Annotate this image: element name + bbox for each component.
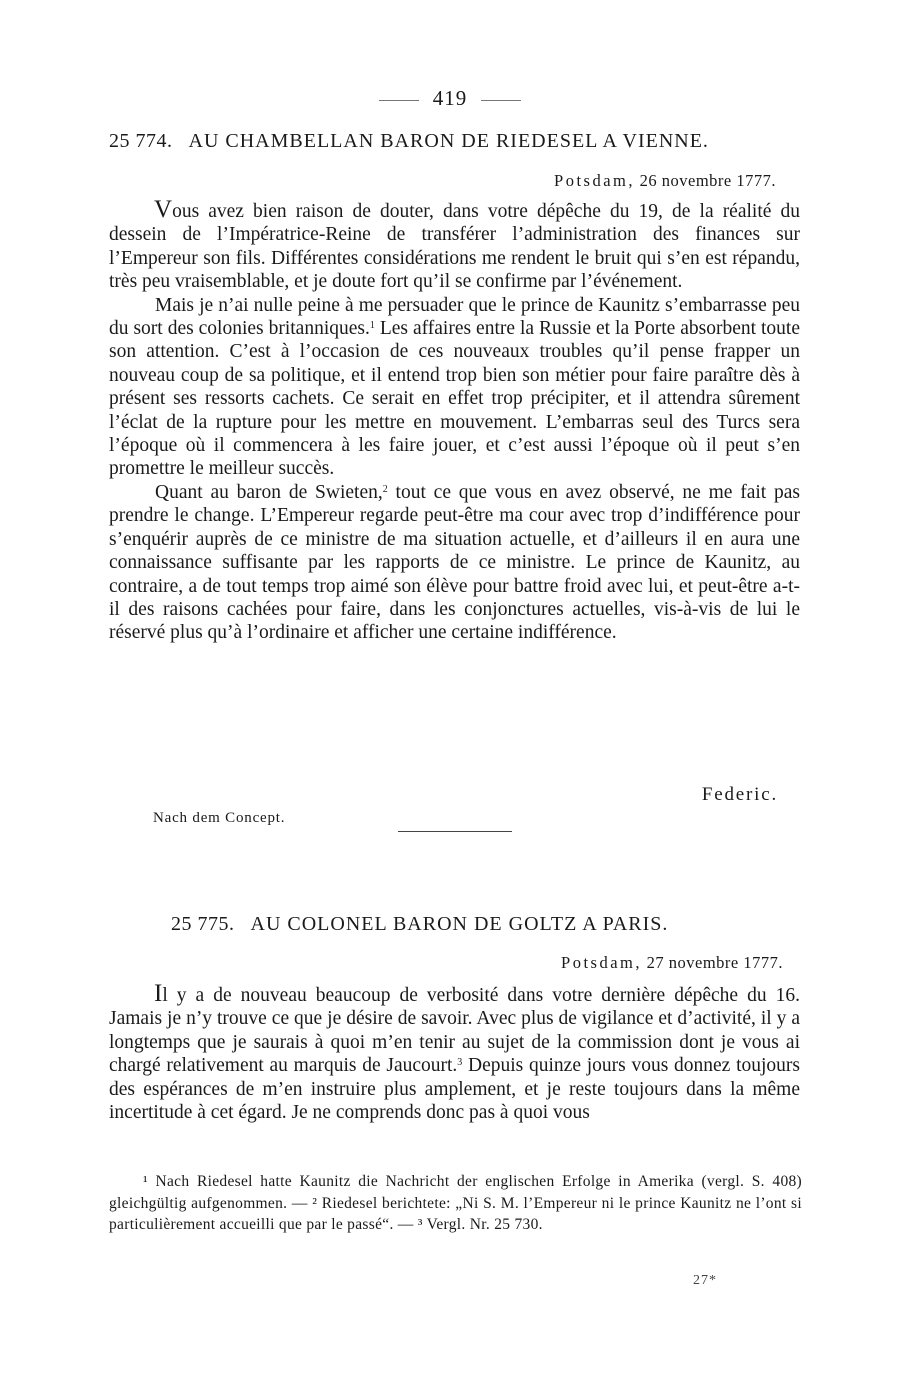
footnotes [109, 1171, 802, 1236]
initial-letter: I [154, 980, 163, 1007]
signature-mark: 27* [693, 1273, 717, 1288]
letter-dateline [554, 171, 776, 191]
letter-heading [171, 913, 668, 936]
footnote-marker: 1 [369, 320, 375, 332]
footnote-marker: 3 [457, 1057, 463, 1069]
letter-number: 25 774. [109, 130, 173, 152]
letter-body [109, 196, 801, 645]
letter-dateline [561, 953, 783, 973]
paragraph [109, 294, 800, 481]
letter-heading [109, 130, 709, 153]
paragraph-text: Les affaires entre la Russie et la Porte absorbent toute son attention. C’est à l’occasion de ces nouveaux troubles qu’il pense frapper un nouveau coup de sa politique, et il entend trop bien son métier pour faire paraître dès à présent ses ressorts cachets. Ce serait en effet trop précipiter, et il attendra sûrement l’éclat de la rupture pour les mettre en mouvement. L’embarras seul des Turcs sera l’époque où il commencera à les faire jouer, et c’est aussi l’époque où il peut s’en promettre le meilleur succès. [109, 318, 801, 480]
letter-number: 25 775. [171, 913, 235, 935]
paragraph-text: tout ce que vous en avez observé, ne me fait pas prendre le change. L’Empereur regarde peut-être ma cour avec trop d’indifférence pour s’enquérir auprès de ce ministre de ma situation actuelle, et d’ailleurs il en aura une connaissance suffisante par les rapports de ce ministre. Le prince de Kaunitz, au contraire, a de tout temps trop aimé son élève pour battre froid avec lui, et peut-être a-t-il des raisons cachées pour faire, dans les conjonctures actuelles, vis-à-vis de lui le réservé plus qu’à l’ordinaire et afficher une certaine indifférence. [109, 481, 800, 644]
letter-title: AU CHAMBELLAN BARON DE RIEDESEL A VIENNE. [188, 130, 709, 152]
page-number-text: 419 [432, 86, 468, 110]
footnote-marker: 2 [382, 483, 388, 495]
paragraph [109, 980, 800, 1124]
initial-letter: V [154, 196, 173, 223]
paragraph-text: Quant au baron de Swieten, [155, 481, 383, 503]
rule-right [481, 100, 521, 101]
paragraph-text: Depuis quinze jours vous donnez toujours des espérances de m’en instruire plus amplement, et je reste toujours dans la même incertitude à cet égard. Je ne comprends donc pas à quoi vous [109, 1055, 800, 1124]
date-place: Potsdam, [561, 953, 643, 972]
signature: Federic. [701, 784, 778, 805]
paragraph-text: Mais je n’ai nulle peine à me persuader que le prince de Kaunitz s’embarrasse peu du sort des colonies britanniques. [109, 294, 800, 340]
date-text: 27 novembre 1777. [646, 953, 783, 972]
paragraph [109, 481, 800, 645]
rule-left [379, 100, 419, 101]
date-place: Potsdam, [554, 171, 636, 190]
letter-body [109, 980, 800, 1124]
section-divider [398, 831, 512, 832]
footnote-text: ¹ Nach Riedesel hatte Kaunitz die Nachricht der englischen Erfolge in Amerika (vergl. S. 408) gleichgültig aufgenommen. — ² Riedesel berichtete: „Ni S. M. l’Empereur ni le prince Kaunitz ne l’ont si particulièrement accueilli que par le passé“. — ³ Vergl. Nr. 25 730. [109, 1173, 802, 1233]
paragraph-text: l y a de nouveau beaucoup de verbosité dans votre dernière dépêche du 16. Jamais je n’y trouve ce que je désire de savoir. Avec plus de vigilance et d’activité, il y a longtemps que je saurais à quoi m’en tenir au sujet de la commission dont je vous ai chargé relativement au marquis de Jaucourt. [109, 985, 800, 1077]
page-number [0, 86, 900, 111]
letter-title: AU COLONEL BARON DE GOLTZ A PARIS. [250, 913, 669, 935]
paragraph-text: ous avez bien raison de douter, dans votre dépêche du 19, de la réalité du dessein de l’Impératrice-Reine de transférer l’administration des finances sur l’Empereur son fils. Différentes considérations me rendent le bruit qui s’en est répandu, très peu vraisemblable, et je doute fort qu’il se confirme par l’événement. [109, 201, 800, 293]
source-note: Nach dem Concept. [153, 810, 286, 826]
paragraph [109, 196, 800, 294]
date-text: 26 novembre 1777. [639, 171, 776, 190]
